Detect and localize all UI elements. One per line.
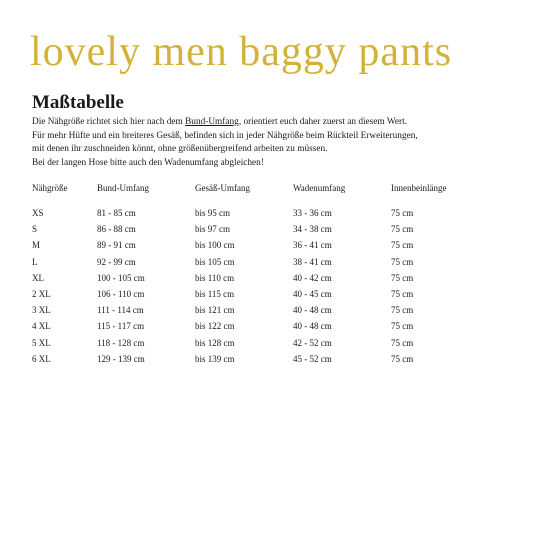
table-cell: 75 cm bbox=[391, 289, 414, 300]
section-heading: Maßtabelle bbox=[32, 92, 124, 113]
table-cell: 75 cm bbox=[391, 353, 414, 364]
table-cell: 100 - 105 cm bbox=[97, 272, 145, 283]
table-row bbox=[32, 237, 481, 253]
table-cell: bis 100 cm bbox=[195, 240, 235, 251]
table-cell: 33 - 36 cm bbox=[293, 208, 332, 219]
table-cell: 6 XL bbox=[32, 353, 51, 364]
intro-line-1 bbox=[32, 116, 512, 130]
table-cell: 42 - 52 cm bbox=[293, 337, 332, 348]
table-cell: 81 - 85 cm bbox=[97, 208, 136, 219]
page-title: lovely men baggy pants bbox=[30, 29, 453, 75]
table-cell: 4 XL bbox=[32, 321, 51, 332]
table-cell: 92 - 99 cm bbox=[97, 256, 136, 267]
table-cell: 75 cm bbox=[391, 272, 414, 283]
table-cell: 75 cm bbox=[391, 337, 414, 348]
table-row bbox=[32, 221, 481, 237]
table-row bbox=[32, 335, 481, 351]
table-cell: 40 - 42 cm bbox=[293, 272, 332, 283]
table-cell: 75 cm bbox=[391, 321, 414, 332]
table-cell: 89 - 91 cm bbox=[97, 240, 136, 251]
table-cell: 118 - 128 cm bbox=[97, 337, 145, 348]
table-row bbox=[32, 254, 481, 270]
intro-line-1-end: , orientiert euch daher zuerst an diesem Wert. bbox=[238, 117, 407, 127]
bund-umfang-emphasis: Bund-Umfang bbox=[185, 117, 239, 127]
table-row bbox=[32, 302, 481, 318]
table-cell: bis 115 cm bbox=[195, 289, 235, 300]
table-cell: 40 - 45 cm bbox=[293, 289, 332, 300]
table-cell: 75 cm bbox=[391, 240, 414, 251]
table-row bbox=[32, 351, 481, 367]
table-cell: 45 - 52 cm bbox=[293, 353, 332, 364]
table-cell: bis 139 cm bbox=[195, 353, 235, 364]
table-cell: 75 cm bbox=[391, 305, 414, 316]
table-cell: bis 110 cm bbox=[195, 272, 235, 283]
table-header-row bbox=[32, 183, 481, 205]
table-cell: 111 - 114 cm bbox=[97, 305, 144, 316]
table-cell: 75 cm bbox=[391, 208, 414, 219]
table-cell: 75 cm bbox=[391, 224, 414, 235]
table-cell: bis 97 cm bbox=[195, 224, 230, 235]
intro-text bbox=[32, 116, 512, 170]
table-cell: bis 122 cm bbox=[195, 321, 235, 332]
table-cell: S bbox=[32, 224, 38, 235]
table-row bbox=[32, 205, 481, 221]
table-cell: M bbox=[32, 240, 41, 251]
table-cell: bis 121 cm bbox=[195, 305, 235, 316]
column-header: Innenbeinlänge bbox=[391, 183, 447, 193]
table-cell: XL bbox=[32, 272, 44, 283]
table-cell: 3 XL bbox=[32, 305, 51, 316]
table-cell: 40 - 48 cm bbox=[293, 305, 332, 316]
table-row bbox=[32, 286, 481, 302]
table-cell: 106 - 110 cm bbox=[97, 289, 145, 300]
intro-line-2: Für mehr Hüfte und ein breiteres Gesäß, befinden sich in jeder Nähgröße beim Rückteil Erweiterungen, bbox=[32, 130, 418, 141]
table-cell: bis 95 cm bbox=[195, 208, 230, 219]
intro-line-1-start: Die Nähgröße richtet sich hier nach dem bbox=[32, 117, 186, 127]
size-table bbox=[32, 183, 481, 367]
table-cell: 5 XL bbox=[32, 337, 51, 348]
table-cell: L bbox=[32, 256, 38, 267]
column-header: Bund-Umfang bbox=[97, 183, 149, 193]
table-cell: XS bbox=[32, 208, 44, 219]
table-cell: 115 - 117 cm bbox=[97, 321, 145, 332]
table-cell: 129 - 139 cm bbox=[97, 353, 145, 364]
table-cell: bis 105 cm bbox=[195, 256, 235, 267]
table-cell: 75 cm bbox=[391, 256, 414, 267]
table-cell: 36 - 41 cm bbox=[293, 240, 332, 251]
intro-line-3: mit denen ihr zuschneiden könnt, ohne größenübergreifend arbeiten zu müssen. bbox=[32, 144, 328, 154]
table-cell: bis 128 cm bbox=[195, 337, 235, 348]
table-cell: 40 - 48 cm bbox=[293, 321, 332, 332]
column-header: Nähgröße bbox=[32, 183, 68, 193]
table-cell: 38 - 41 cm bbox=[293, 256, 332, 267]
column-header: Gesäß-Umfang bbox=[195, 183, 250, 193]
table-cell: 2 XL bbox=[32, 289, 51, 300]
column-header: Wadenumfang bbox=[293, 183, 346, 193]
table-row bbox=[32, 270, 481, 286]
table-cell: 34 - 38 cm bbox=[293, 224, 332, 235]
table-row bbox=[32, 318, 481, 334]
intro-line-4: Bei der langen Hose bitte auch den Wadenumfang abgleichen! bbox=[32, 157, 264, 168]
table-cell: 86 - 88 cm bbox=[97, 224, 136, 235]
